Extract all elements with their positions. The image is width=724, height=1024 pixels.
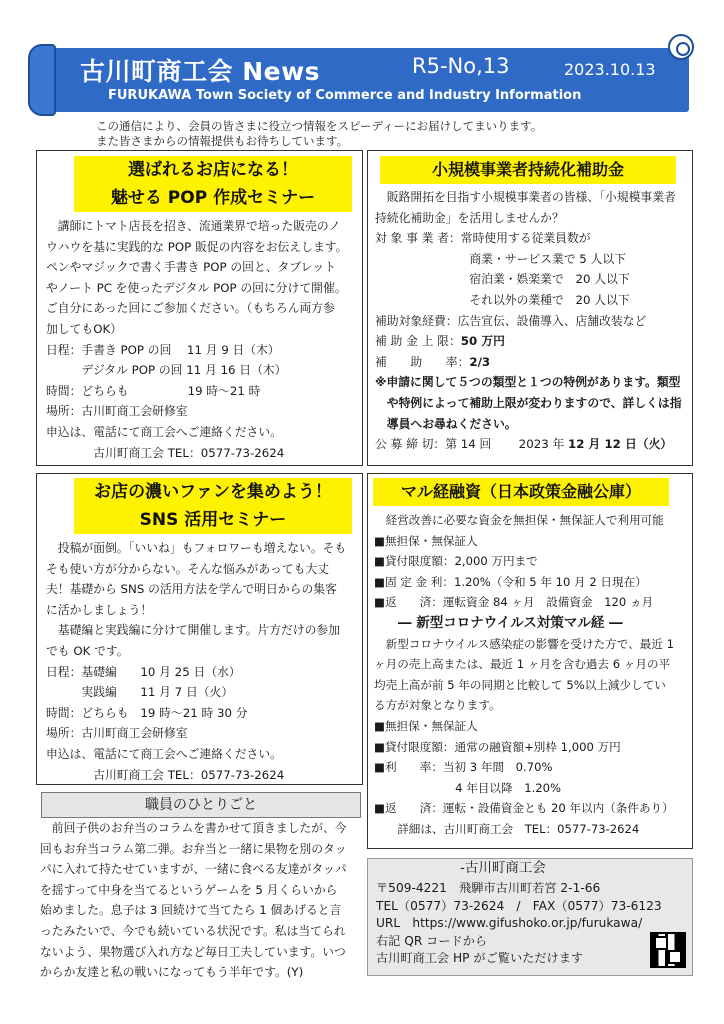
- text-line: 販路開拓を目指す小規模事業者の皆様、「小規模事業者: [375, 190, 676, 204]
- subsidy-deadline-row: [375, 434, 682, 455]
- text-line: ■貸付限度額：2,000 万円まで: [374, 554, 538, 569]
- text-line: 場所：古川町商工会研修室: [46, 726, 188, 741]
- contact-url[interactable]: URL https://www.gifushoko.or.jp/furukawa/: [376, 916, 643, 930]
- covid-heading: ― 新型コロナウイルス対策マル経 ―: [398, 614, 623, 631]
- text-line: 持続化補助金」を活用しませんか？: [375, 210, 564, 225]
- contact-address: 〒509-4221 飛騨市古川町若宮 2-1-66: [376, 881, 601, 895]
- text-line: それ以外の業種で 20 人以下: [375, 292, 630, 307]
- staff-column-body: [40, 818, 347, 983]
- text-line: 時間：どちらも 19 時～21 時 30 分: [46, 705, 248, 720]
- contact-qr-line2: 古川町商工会 HP がご覧いただけます: [376, 951, 584, 965]
- subsidy-note-line: や特例によって補助上限が変わりますので、詳しくは指: [375, 395, 682, 410]
- pop-seminar-title: [74, 156, 352, 212]
- subsidy-rate-row: [375, 352, 682, 373]
- text-line: デジタル POP の回 11 月 16 日（木）: [46, 363, 287, 378]
- contact-tel-fax: TEL（0577）73-2624 / FAX（0577）73-6123: [376, 898, 662, 913]
- text-line: 日程：基礎編 10 月 25 日（水）: [46, 664, 241, 679]
- subsidy-deadline-value: 12 月 12 日（火）: [568, 437, 673, 452]
- subsidy-limit-row: [375, 331, 682, 352]
- text-line: からか友達と私の戦いになってもう半年です。(Y): [40, 965, 304, 980]
- newsletter-title: 古川町商工会 News: [80, 57, 321, 86]
- text-line: 日程：手書き POP の回 11 月 9 日（木）: [46, 342, 280, 357]
- text-line: 新型コロナウイルス感染症の影響を受けた方で、最近 1: [374, 636, 674, 651]
- scroll-ornament-right: [668, 34, 694, 60]
- text-line: ヶ月の売上高または、最近 1 ヶ月を含む過去 6 ヶ月の平: [374, 657, 671, 672]
- text-line: 宿泊業・娯楽業で 20 人以下: [375, 272, 630, 287]
- text-line: 均売上高が前 5 年の同期と比較して 5%以上減少してい: [374, 677, 666, 692]
- qr-code-icon[interactable]: [650, 932, 686, 968]
- text-line: 場所：古川町商工会研修室: [46, 404, 188, 419]
- text-line: パに入れて持たせていますが、一緒に食べる友達がタッパ: [40, 862, 347, 877]
- text-line: ■利 率：当初 3 年間 0.70%: [374, 760, 553, 775]
- text-line: 時間：どちらも 19 時～21 時: [46, 383, 261, 398]
- marukei-title: マル経融資（日本政策金融公庫）: [373, 478, 669, 506]
- subsidy-note-line: ※申請に関して５つの類型と１つの特例があります。類型: [375, 375, 681, 390]
- contact-body: [376, 860, 662, 968]
- sns-title-line2: SNS 活用セミナー: [139, 510, 287, 530]
- text-line: ウハウを基に実践的な POP 販促の内容をお伝えします。: [46, 239, 348, 254]
- text-line: 始めました。息子は 3 回続けて当てたら 1 個あげると言: [40, 903, 342, 918]
- text-line: ■固 定 金 利：1.20%（令和 5 年 10 月 2 日現在）: [374, 574, 647, 589]
- text-line: ■無担保・無保証人: [374, 533, 478, 548]
- scroll-ornament-left: [28, 44, 56, 116]
- text-line: 対 象 事 業 者：常時使用する従業員数が: [375, 231, 591, 246]
- text-line: 申込は、電話にて商工会へご連絡ください。: [46, 424, 282, 439]
- intro-line: この通信により、会員の皆さまに役立つ情報をスピーディーにお届けしてまいります。: [96, 119, 543, 133]
- text-line: 加してもOK）: [46, 321, 123, 336]
- text-line: ないよう、果物選び入れ方など毎日工夫しています。いつ: [40, 944, 346, 959]
- text-line: 前回子供のお弁当のコラムを書かせて頂きましたが、今: [40, 821, 347, 835]
- issue-date: 2023.10.13: [564, 60, 656, 79]
- text-line: やノート PC を使ったデジタル POP の回に分けて開催。: [46, 280, 347, 295]
- sns-title-line1: お店の濃いファンを集めよう！: [94, 482, 332, 502]
- subsidy-title: 小規模事業者持続化補助金: [380, 156, 676, 184]
- subsidy-body: [375, 187, 682, 455]
- text-line: 詳細は、古川町商工会 TEL：0577-73-2624: [374, 821, 640, 836]
- contact-qr-line1: 右記 QR コードから: [376, 933, 488, 948]
- text-line: ペンやマジックで書く手書き POP の回と、タブレット: [46, 260, 336, 275]
- sns-seminar-body: [46, 538, 346, 785]
- text-line: を揺すって中身を当てるというゲームを 5 月くらいから: [40, 882, 338, 897]
- subsidy-limit-value: 50 万円: [460, 334, 505, 349]
- text-line: ■返 済：運転資金 84 ヶ月 設備資金 120 ヵ月: [374, 595, 654, 610]
- text-line: ったみたいで、今でも続いている状況です。私は当てられ: [40, 923, 346, 938]
- staff-column-title: 職員のひとりごと: [41, 792, 361, 818]
- subsidy-rate-value: 2/3: [469, 354, 491, 369]
- text-line: ■無担保・無保証人: [374, 718, 478, 733]
- pop-title-line1: 選ばれるお店になる！: [128, 160, 298, 180]
- subsidy-rate-label: 補 助 率：: [375, 354, 470, 369]
- text-line: 回もお弁当コラム第二弾。お弁当と一緒に果物を別のタッ: [40, 841, 347, 856]
- pop-seminar-body: [46, 216, 347, 463]
- text-line: 夫！基礎から SNS の活用方法を学んで明日からの集客: [46, 582, 337, 597]
- contact-name: -古川町商工会: [460, 860, 546, 876]
- text-line: 講師にトマト店長を招き、流通業界で培った販売のノ: [46, 219, 341, 233]
- newsletter-subtitle: FURUKAWA Town Society of Commerce and Industry Information: [108, 88, 582, 103]
- text-line: 実践編 11 月 7 日（火）: [46, 685, 234, 700]
- text-line: 古川町商工会 TEL：0577-73-2624: [46, 445, 285, 460]
- pop-title-line2: 魅せる POP 作成セミナー: [110, 188, 316, 208]
- text-line: 申込は、電話にて商工会へご連絡ください。: [46, 746, 282, 761]
- subsidy-note-line: 導員へお尋ねください。: [375, 416, 517, 431]
- text-line: に活かしましょう！: [46, 602, 153, 617]
- text-line: ご自分にあった回にご参加ください。（もちろん両方参: [46, 301, 335, 316]
- text-line: そも使い方が分からない。そんな悩みがあっても大丈: [46, 561, 330, 576]
- text-line: 古川町商工会 TEL：0577-73-2624: [46, 767, 285, 782]
- subsidy-deadline-label: 公 募 締 切：第 14 回 2023 年: [375, 437, 569, 452]
- subsidy-limit-label: 補 助 金 上 限：: [375, 334, 461, 349]
- text-line: る方が対象となります。: [374, 698, 501, 713]
- marukei-body: [374, 510, 674, 840]
- text-line: ■返 済：運転・設備資金とも 20 年以内（条件あり）: [374, 801, 674, 816]
- text-line: 補助対象経費：広告宣伝、設備導入、店舗改装など: [375, 313, 647, 328]
- intro-line: また皆さまからの情報提供もお待ちしています。: [96, 134, 349, 148]
- issue-number: R5-No,13: [412, 54, 510, 78]
- intro-text: [96, 119, 542, 149]
- text-line: でも OK です。: [46, 643, 129, 658]
- text-line: ■貸付限度額：通常の融資額+別枠 1,000 万円: [374, 739, 621, 754]
- text-line: 投稿が面倒。「いいね」もフォロワーも増えない。そも: [46, 541, 347, 555]
- text-line: 基礎編と実践編に分けて開催します。片方だけの参加: [46, 623, 340, 638]
- text-line: 経営改善に必要な資金を無担保・無保証人で利用可能: [374, 513, 664, 527]
- text-line: 商業・サービス業で 5 人以下: [375, 251, 626, 266]
- sns-seminar-title: [74, 478, 352, 534]
- text-line: 4 年目以降 1.20%: [374, 780, 562, 795]
